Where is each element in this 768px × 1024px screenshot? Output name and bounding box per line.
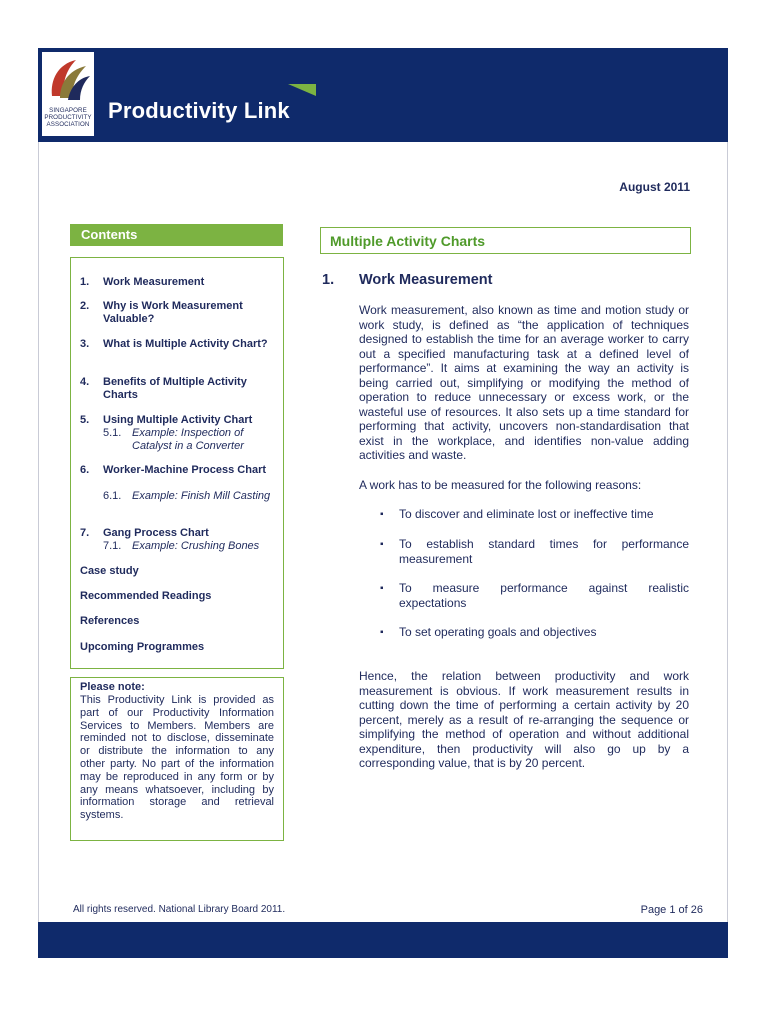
heading-number: 1. xyxy=(322,272,335,288)
bullet-item: To discover and eliminate lost or ineffective time xyxy=(399,507,654,521)
bullet-icon: ▪ xyxy=(380,539,384,550)
toc-number: 6.1. xyxy=(103,490,122,502)
toc-case-study[interactable]: Case study xyxy=(80,565,139,577)
spa-logo-icon xyxy=(42,52,94,108)
toc-label: Benefits of Multiple Activity Charts xyxy=(103,376,247,401)
toc-number: 5.1. xyxy=(103,427,122,439)
spa-logo xyxy=(42,52,94,136)
note-title: Please note: xyxy=(80,681,145,693)
footer-copyright: All rights reserved. National Library Board 2011. xyxy=(73,904,286,915)
toc-number: 2. xyxy=(80,300,90,312)
section-title: Multiple Activity Charts xyxy=(320,227,691,254)
toc-label: Why is Work Measurement Valuable? xyxy=(103,300,243,325)
toc-label: Worker-Machine Process Chart xyxy=(103,464,267,476)
bullet-icon: ▪ xyxy=(380,583,384,594)
toc-number: 1. xyxy=(80,276,90,288)
please-note-box xyxy=(70,677,284,841)
bullet-icon: ▪ xyxy=(380,509,384,520)
toc-number: 5. xyxy=(80,414,90,426)
brand-accent-icon xyxy=(288,84,316,96)
paragraph-definition: Work measurement, also known as time and motion study or work study, is defined as “the application of techniques designed to establish the time for an average worker to carry out a specified manufacturing task at a defined level of performance”. It aims at examining the way an activity is being carried out, simplifying or modifying the method of operation to reduce unnecessary or excess work, or the wasteful use of resources. It also sets up a time standard for performing that activity, uncovers non-standardisation that exist in the workplace, and identifies non-value adding activities and waste. xyxy=(359,303,689,462)
toc-number: 3. xyxy=(80,338,90,350)
header-band xyxy=(38,48,728,142)
contents-heading: Contents xyxy=(70,224,283,246)
footer-band xyxy=(38,922,728,958)
toc-recommended-readings[interactable]: Recommended Readings xyxy=(80,590,212,602)
footer-page-number: Page 1 of 26 xyxy=(640,904,703,916)
note-body: This Productivity Link is provided as part of our Productivity Information Services to Members. Members are reminded not to disclose, disseminate or distribute the information to any other party. No part of the information may be reproduced in any form or by any means whatsoever, including by information storage and retrieval systems. xyxy=(80,694,274,822)
toc-number: 7. xyxy=(80,527,90,539)
toc-label: Example: Finish Mill Casting xyxy=(132,490,271,502)
logo-text: SINGAPORE PRODUCTIVITY ASSOCIATION xyxy=(44,107,92,128)
issue-date: August 2011 xyxy=(619,180,690,194)
table-of-contents xyxy=(70,257,284,669)
bullet-item: To establish standard times for performance measurement xyxy=(399,537,689,566)
toc-upcoming-programmes[interactable]: Upcoming Programmes xyxy=(80,641,205,653)
toc-label: Using Multiple Activity Chart xyxy=(103,414,253,426)
bullet-item: To set operating goals and objectives xyxy=(399,625,597,639)
toc-number: 7.1. xyxy=(103,540,122,552)
toc-label: Work Measurement xyxy=(103,276,205,288)
toc-label: Gang Process Chart xyxy=(103,527,209,539)
bullet-item: To measure performance against realistic expectations xyxy=(399,581,689,610)
brand-title: Productivity Link xyxy=(108,98,290,123)
heading-title: Work Measurement xyxy=(359,272,493,288)
toc-number: 6. xyxy=(80,464,90,476)
toc-label: Example: Inspection of Catalyst in a Converter xyxy=(132,427,244,452)
paragraph-reasons-intro: A work has to be measured for the following reasons: xyxy=(359,478,642,492)
toc-label: Example: Crushing Bones xyxy=(132,540,260,552)
toc-references[interactable]: References xyxy=(80,615,140,627)
toc-label: What is Multiple Activity Chart? xyxy=(103,338,268,350)
bullet-icon: ▪ xyxy=(380,627,384,638)
paragraph-conclusion: Hence, the relation between productivity and work measurement is obvious. If work measurement results in cutting down the time of performing a certain activity by 20 percent, merely as a result of re-arranging the sequence or simplifying the method of operation and without additional expenditure, then productivity will also go up by a corresponding value, that is by 20 percent. xyxy=(359,669,689,770)
toc-number: 4. xyxy=(80,376,90,388)
